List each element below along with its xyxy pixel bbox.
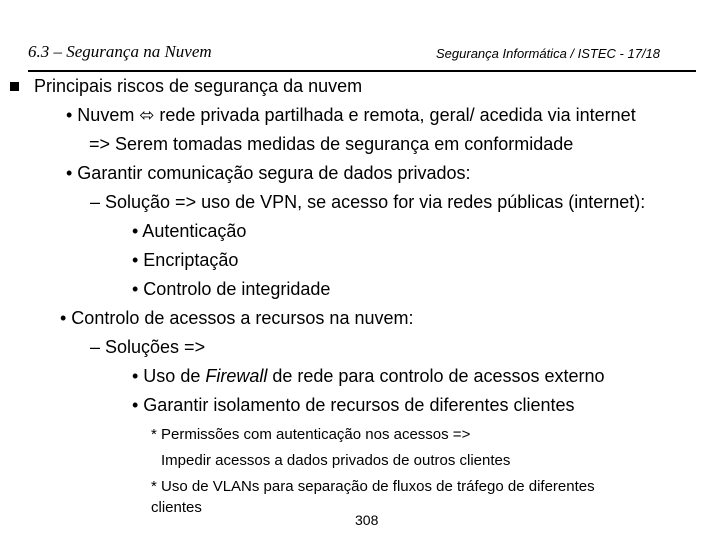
item-isolation: • Garantir isolamento de recursos de diferentes clientes [132,395,575,415]
bullet-cloud-network-cont: => Serem tomadas medidas de segurança em conformidade [89,134,574,154]
item-firewall [132,366,605,387]
page-number: 308 [355,512,379,528]
note-vlans: * Uso de VLANs para separação de fluxos de tráfego de diferentes [151,478,595,495]
course-header: Segurança Informática / ISTEC - 17/18 [436,46,660,61]
slide-title: 6.3 – Segurança na Nuvem [28,42,212,61]
note-vlans-cont: clientes [151,499,202,516]
item-firewall-pre: • Uso de [132,366,206,386]
header-rule [28,70,696,72]
bullet-secure-comm: • Garantir comunicação segura de dados privados: [66,163,471,183]
sub-vpn-solution: – Solução => uso de VPN, se acesso for via redes públicas (internet): [90,192,646,212]
bullet-access-control: • Controlo de acessos a recursos na nuvem: [60,308,414,328]
item-integrity: • Controlo de integridade [132,279,331,299]
item-firewall-post: de rede para controlo de acessos externo [267,366,605,386]
sub-solutions: – Soluções => [90,337,206,357]
item-firewall-term: Firewall [205,366,268,386]
note-permissions: * Permissões com autenticação nos acessos => [151,426,471,443]
note-permissions-cont: Impedir acessos a dados privados de outros clientes [161,452,511,469]
bullet-cloud-network: • Nuvem ⬄ rede privada partilhada e remota, geral/ acedida via internet [66,105,636,125]
item-encryption: • Encriptação [132,250,239,270]
square-bullet-icon [10,82,19,91]
item-authentication: • Autenticação [132,221,247,241]
main-heading: Principais riscos de segurança da nuvem [34,76,363,96]
